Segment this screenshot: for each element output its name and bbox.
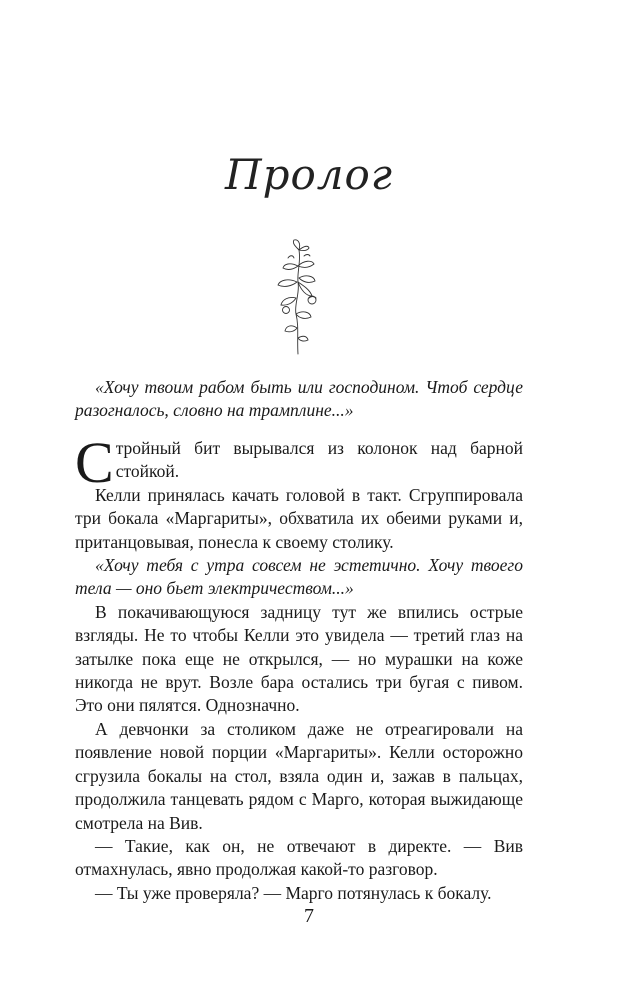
floral-ornament-icon (268, 238, 328, 356)
chapter-body (75, 430, 523, 905)
paragraph-2: Келли принялась качать головой в такт. Сгруппировала три бокала «Маргариты», обхватила их обеими руками и, пританцовывая, понесла к своему столику. (75, 484, 523, 552)
epigraph (75, 376, 523, 423)
drop-cap: С (75, 430, 114, 495)
paragraph-1 (75, 430, 523, 495)
paragraph-6-dialogue: — Такие, как он, не отвечают в директе. — Вив отмахнулась, явно продолжая какой-то разговор. (75, 835, 523, 880)
paragraph-4: В покачивающуюся задницу тут же впились острые взгляды. Не то чтобы Келли это увидела — третий глаз на затылке пока еще не открылся, — но мурашки на коже никогда не врут. Возле бара остались три бугая с пивом. Это они пялятся. Однозначно. (75, 601, 523, 716)
chapter-title: Пролог (224, 150, 394, 199)
page-number: 7 (304, 905, 314, 927)
paragraph-5: А девчонки за столиком даже не отреагировали на появление новой порции «Маргариты». Келли осторожно сгрузила бокалы на стол, взяла один и, зажав в пальцах, продолжила танцевать рядом с Марго, которая выжидающе смотрела на Вив. (75, 718, 523, 833)
paragraph-7-dialogue: — Ты уже проверяла? — Марго потянулась к бокалу. (95, 882, 492, 903)
paragraph-3-lyric: «Хочу тебя с утра совсем не эстетично. Хочу твоего тела — оно бьет электричеством...» (75, 555, 523, 599)
epigraph-text: «Хочу твоим рабом быть или господином. Чтоб сердце разогналось, словно на трамплине...» (75, 377, 523, 421)
paragraph-1-text: тройный бит вырывался из колонок над барной стойкой. (115, 438, 523, 482)
